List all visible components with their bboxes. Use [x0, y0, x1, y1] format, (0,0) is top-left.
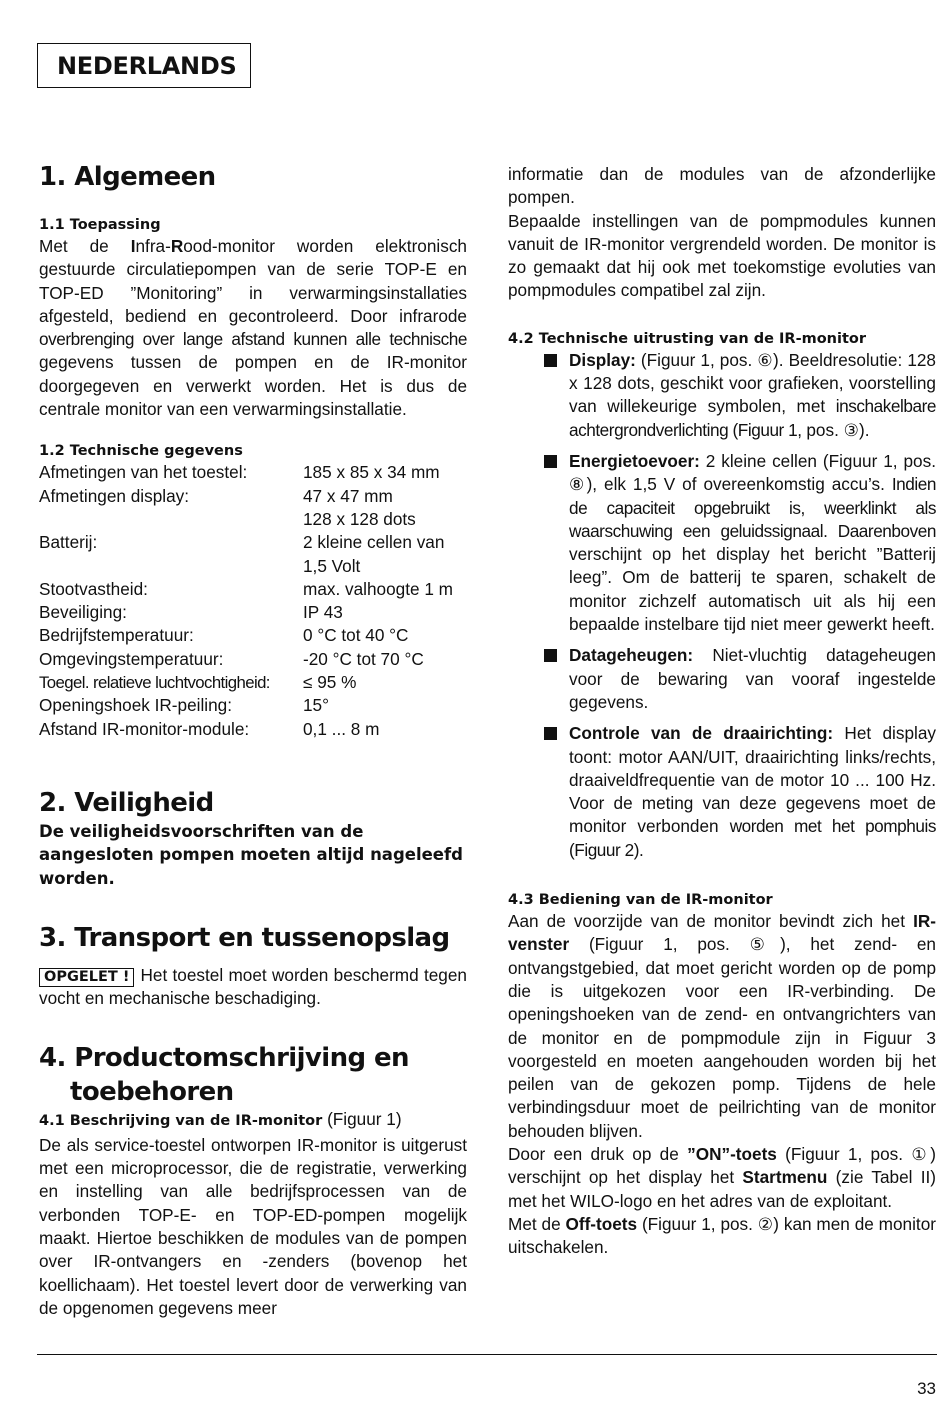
- description-paragraph: De als service-toestel ontworpen IR-monitor is uitgerust met een microprocessor, die de registratie, verwerking en instelling van alle bedrijfsprocessen van de verbonden TOP-E- en TOP-ED-pompen mogelijk maakt. Hiertoe beschikken de modules van de pompen over IR-ontvangers en -zenders (bovenop het koellichaam). Het toestel levert door de verwerking van de opgenomen gegevens meer: [39, 1134, 467, 1318]
- off-key-paragraph: Met de Off-toets (Figuur 1, pos. ②) kan men de monitor uitschakelen.: [508, 1213, 936, 1258]
- spec-row: Stootvastheid: max. valhoogte 1 m: [39, 578, 453, 599]
- toepassing-paragraph: Met de Infra-Rood-monitor worden elektronisch gestuurde circulatiepompen van de serie TOP-E en TOP-ED ”Monitoring” in verwarmingsinstallaties afgesteld, bediend en gecontroleerd. Door infrarode overbrenging over lange afstand kunnen alle technische gegevens tussen de pompen en de IR-monitor doorgegeven en verwerkt worden. Het is dus de centrale monitor van een verwarmingsinstallatie.: [39, 236, 467, 420]
- square-bullet-icon: [544, 727, 557, 740]
- subsection-1-1-heading: 1.1 Toepassing: [39, 217, 161, 233]
- footer-divider: [37, 1354, 937, 1355]
- section-2-heading: 2. Veiligheid: [39, 787, 214, 818]
- spec-row: Openingshoek IR-peiling: 15°: [39, 695, 329, 716]
- section-1-heading: [39, 160, 467, 194]
- section-4-heading: 4. Productomschrijving en toebehoren: [39, 1043, 409, 1108]
- spec-row: Toegel. relatieve luchtvochtigheid: ≤ 95 %: [39, 672, 357, 693]
- subsection-4-3-heading: 4.3 Bediening van de IR-monitor: [508, 892, 773, 909]
- list-item: Energietoevoer: 2 kleine cellen (Figuur 1, pos. ⑧), elk 1,5 V of overeenkomstig accu’s. Indien de capaciteit opgebruikt is, weerklinkt als waarschuwing een geluidssignaal. Daarenboven verschijnt op het display het bericht ”Batterij leeg”. Om de batterij te sparen, schakelt de monitor zichzelf automatisch uit als hij een bepaalde instelbare tijd niet meer gewerkt heeft.: [544, 450, 936, 636]
- on-key-paragraph: Door een druk op de ”ON”-toets (Figuur 1, pos. ①) verschijnt op het display het Startmenu (zie Tabel II) met het WILO-logo en het adres van de exploitant.: [508, 1143, 936, 1211]
- language-label: NEDERLANDS: [37, 43, 251, 88]
- spec-row: Bedrijfstemperatuur: 0 °C tot 40 °C: [39, 625, 409, 646]
- square-bullet-icon: [544, 649, 557, 662]
- list-item: Datageheugen: Niet-vluchtig datageheugen voor de bewaring van vooraf ingestelde gegevens.: [544, 644, 936, 714]
- spec-row: 1,5 Volt: [303, 555, 361, 576]
- subsection-4-2-heading: 4.2 Technische uitrusting van de IR-monitor: [508, 330, 867, 347]
- spec-row: Omgevingstemperatuur: -20 °C tot 70 °C: [39, 648, 424, 669]
- subsection-1-2-heading: 1.2 Technische gegevens: [39, 443, 243, 460]
- square-bullet-icon: [544, 455, 557, 468]
- list-item: Controle van de draairichting: Het display toont: motor AAN/UIT, draairichting links/rechts, draaiveldfrequentie van de motor 10 ... 100 Hz. Voor de meting van deze gegevens moet de monitor verbonden worden met het pomphuis (Figuur 2).: [544, 722, 936, 862]
- spec-table: [39, 461, 467, 741]
- spec-row: Beveiliging: IP 43: [39, 602, 343, 623]
- section-3-heading: 3. Transport en tussenopslag: [39, 922, 450, 953]
- lock-paragraph: Bepaalde instellingen van de pompmodules kunnen vanuit de IR-monitor vergrendeld worden. De monitor is zo gemaakt dat hij ook met toekomstige evoluties van pompmodules compatibel zal zijn.: [508, 210, 936, 301]
- spec-row: Afstand IR-monitor-module: 0,1 ... 8 m: [39, 718, 380, 739]
- page-number: 33: [917, 1379, 936, 1398]
- right-column: [508, 163, 936, 1259]
- section-title: Algemeen: [74, 162, 216, 192]
- spec-row: Afmetingen van het toestel: 185 x 85 x 34 mm: [39, 462, 440, 483]
- continued-paragraph: informatie dan de modules van de afzonderlijke pompen.: [508, 164, 936, 208]
- warning-badge: OPGELET !: [39, 968, 134, 987]
- spec-row: 128 x 128 dots: [303, 508, 416, 529]
- operation-paragraph: Aan de voorzijde van de monitor bevindt zich het IR-venster (Figuur 1, pos. ⑤), het zend- en ontvangstgebied, dat moet gericht worden op de pomp die is uitgekozen voor een IR-verbinding. De openingshoeken van de zend- en ontvangrichters van de monitor en de pompmodule zijn in Figuur 3 voorgesteld en moeten aangehouden worden bij het peilen van de gekozen pomp. Tijdens de hele verbindingsduur moet de peilrichting van de monitor behouden blijven.: [508, 911, 936, 1141]
- subsection-4-1-heading: 4.1 Beschrijving van de IR-monitor (Figuur 1): [39, 1109, 402, 1130]
- safety-paragraph: De veiligheidsvoorschriften van de aangesloten pompen moeten altijd nageleefd worden.: [39, 821, 463, 888]
- section-number: 1.: [39, 162, 66, 192]
- left-column: [39, 160, 467, 1320]
- list-item: Display: (Figuur 1, pos. ⑥). Beeldresolutie: 128 x 128 dots, geschikt voor grafieken, voorstelling van willekeurige symbolen, met inschakelbare achtergrondverlichting (Figuur 1, pos. ③).: [544, 349, 936, 442]
- spec-row: Batterij: 2 kleine cellen van: [39, 532, 445, 553]
- square-bullet-icon: [544, 354, 557, 367]
- transport-paragraph: OPGELET ! Het toestel moet worden beschermd tegen vocht en mechanische beschadiging.: [39, 964, 467, 1009]
- spec-row: Afmetingen display: 47 x 47 mm: [39, 485, 393, 506]
